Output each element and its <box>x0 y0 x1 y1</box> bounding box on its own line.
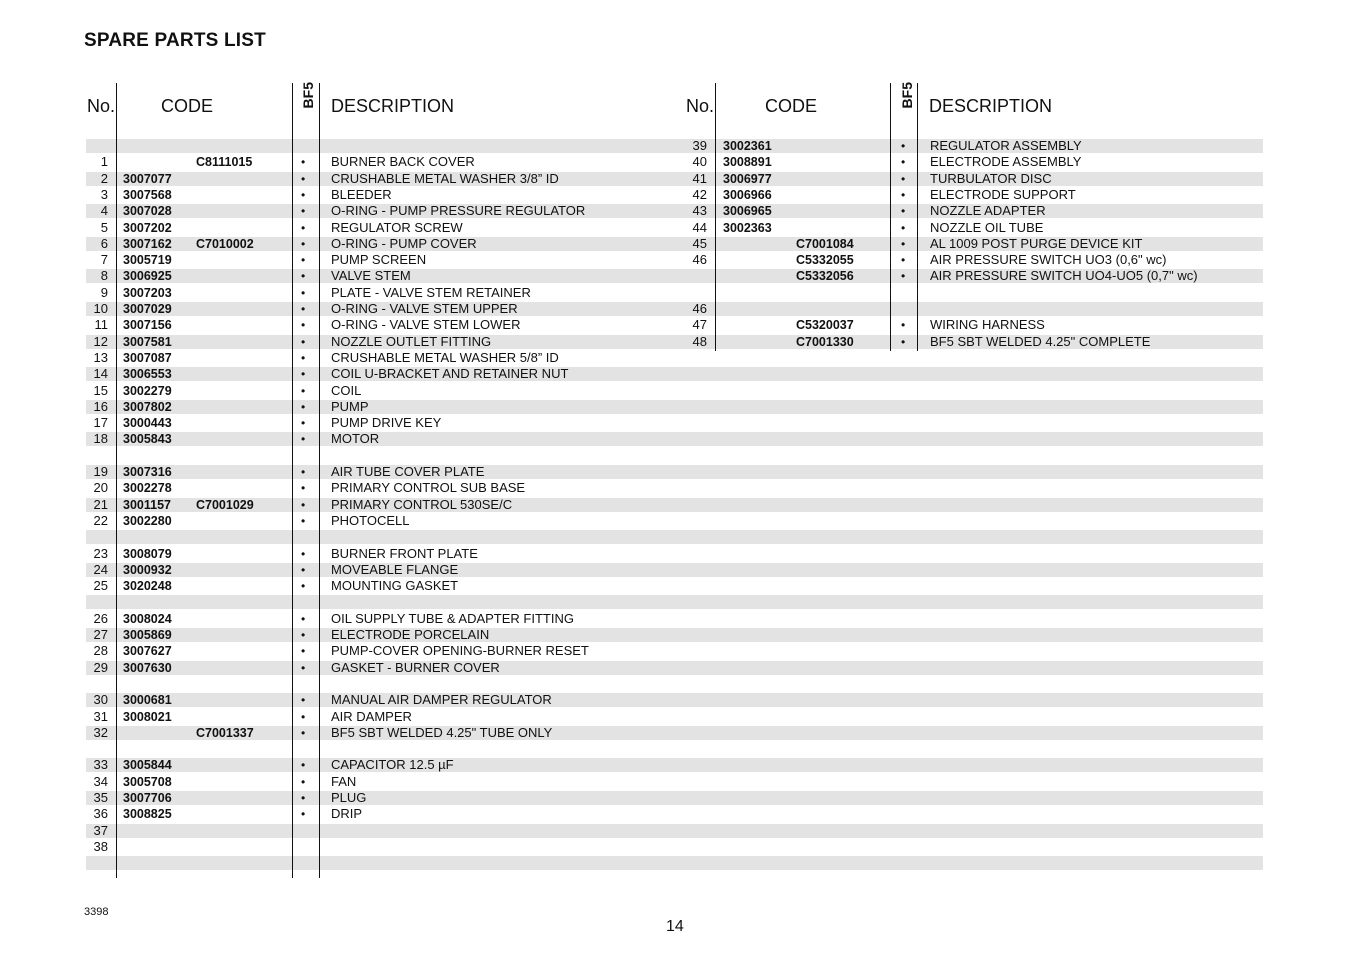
item-number: 5 <box>100 219 108 235</box>
description-header-right: DESCRIPTION <box>929 96 1053 116</box>
bf5-indicator: • <box>301 513 306 528</box>
item-number: 27 <box>93 627 108 642</box>
item-number: 33 <box>93 757 108 773</box>
part-code: 3006966 <box>723 187 772 202</box>
item-number: 2 <box>100 170 108 186</box>
part-code: 3002279 <box>123 383 172 398</box>
table-row <box>0 285 1351 301</box>
item-number: 7 <box>100 252 108 268</box>
part-code: 3007162 <box>123 236 172 251</box>
item-number: 12 <box>93 333 108 349</box>
part-description: BF5 SBT WELDED 4.25" COMPLETE <box>930 333 1151 349</box>
bf5-indicator: • <box>301 269 306 284</box>
item-number: 36 <box>93 806 108 822</box>
item-number: 29 <box>93 659 108 675</box>
part-code: 3002280 <box>123 513 172 528</box>
page-title: SPARE PARTS LIST <box>84 30 266 51</box>
bf5-indicator: • <box>301 334 306 349</box>
part-code: 3007077 <box>123 171 172 186</box>
table-row <box>0 480 1351 496</box>
bf5-indicator: • <box>301 628 306 642</box>
bf5-indicator: • <box>901 236 906 251</box>
part-description: CRUSHABLE METAL WASHER 3/8” ID <box>331 170 559 186</box>
part-code: 3005844 <box>123 758 172 773</box>
part-code: 3002278 <box>123 481 172 496</box>
part-description: PUMP-COVER OPENING-BURNER RESET <box>331 643 589 659</box>
item-number: 47 <box>692 317 707 333</box>
item-number: 41 <box>692 170 707 186</box>
bf5-indicator: • <box>901 155 906 170</box>
part-code: 3002361 <box>723 139 772 153</box>
part-code: 3007029 <box>123 302 172 316</box>
table-row <box>0 709 1351 725</box>
table-row <box>0 806 1351 822</box>
part-code: 3006553 <box>123 367 172 382</box>
bf5-indicator: • <box>301 302 306 316</box>
bf5-indicator: • <box>301 807 306 822</box>
item-number: 44 <box>692 219 707 235</box>
part-description: REGULATOR ASSEMBLY <box>930 138 1082 153</box>
part-code: 3006977 <box>723 171 772 186</box>
part-description: PHOTOCELL <box>331 512 410 528</box>
bf5-indicator: • <box>301 383 306 398</box>
part-description: MOVEABLE FLANGE <box>331 561 459 577</box>
bf5-indicator: • <box>301 399 306 414</box>
table-row <box>0 790 1351 806</box>
part-description: MANUAL AIR DAMPER REGULATOR <box>331 692 552 708</box>
code-header-right: CODE <box>765 96 818 116</box>
alt-part-code: C7010002 <box>196 236 254 251</box>
table-row <box>0 171 1351 187</box>
item-number: 45 <box>692 235 707 251</box>
part-description: ELECTRODE SUPPORT <box>930 186 1076 202</box>
part-code: 3008891 <box>723 155 772 170</box>
table-row <box>0 627 1351 643</box>
no-header-left: No. <box>87 96 116 116</box>
part-code: 3007316 <box>123 465 172 479</box>
part-description: O-RING - VALVE STEM LOWER <box>331 317 521 333</box>
bf5-indicator: • <box>301 350 306 365</box>
bf5-indicator: • <box>901 318 906 333</box>
item-number: 22 <box>93 512 108 528</box>
item-number: 32 <box>93 724 108 740</box>
part-description: FAN <box>331 773 357 789</box>
table-row <box>0 692 1351 708</box>
part-description: BF5 SBT WELDED 4.25" TUBE ONLY <box>331 724 553 740</box>
column-divider <box>715 83 716 351</box>
part-description: NOZZLE ADAPTER <box>930 203 1046 219</box>
part-description: AIR PRESSURE SWITCH UO3 (0,6" wc) <box>930 252 1167 268</box>
item-number: 35 <box>93 790 108 805</box>
item-number: 25 <box>93 578 108 594</box>
bf5-indicator: • <box>901 204 906 219</box>
bf5-indicator: • <box>301 562 306 577</box>
table-row <box>0 839 1351 855</box>
part-code: 3002363 <box>723 220 772 235</box>
part-description: PRIMARY CONTROL 530SE/C <box>331 496 513 512</box>
item-number: 40 <box>692 154 707 170</box>
part-code: 3000681 <box>123 693 172 708</box>
item-number: 8 <box>100 268 108 284</box>
item-number: 16 <box>93 398 108 414</box>
part-description: ELECTRODE PORCELAIN <box>331 627 490 642</box>
part-code: 3005708 <box>123 774 172 789</box>
part-description: BLEEDER <box>331 186 392 202</box>
table-row <box>0 611 1351 627</box>
bf5-indicator: • <box>301 709 306 724</box>
part-code: 3007203 <box>123 285 172 300</box>
alt-part-code: C7001337 <box>196 725 254 740</box>
part-code: 3006925 <box>123 269 172 284</box>
item-number: 24 <box>93 561 108 577</box>
code-header-left: CODE <box>161 96 214 116</box>
part-code: 3005869 <box>123 628 172 642</box>
table-row <box>0 252 1351 268</box>
part-description: ELECTRODE ASSEMBLY <box>930 154 1082 170</box>
table-row <box>0 676 1351 692</box>
table-row <box>0 823 1351 839</box>
part-description: REGULATOR SCREW <box>331 219 463 235</box>
part-code: 3007028 <box>123 204 172 219</box>
item-number: 4 <box>100 203 108 219</box>
item-number: 38 <box>93 838 108 854</box>
item-number: 13 <box>93 349 108 365</box>
bf5-indicator: • <box>301 725 306 740</box>
bf5-indicator: • <box>301 285 306 300</box>
table-row <box>0 220 1351 236</box>
part-description: TURBULATOR DISC <box>930 170 1052 186</box>
item-number: 42 <box>692 186 707 202</box>
column-divider <box>917 83 918 351</box>
bf5-indicator: • <box>901 187 906 202</box>
part-code: 3001157 <box>123 497 171 512</box>
item-number: 18 <box>93 431 108 447</box>
table-row <box>0 268 1351 284</box>
part-code: 3007706 <box>123 791 172 805</box>
part-description: CAPACITOR 12.5 µF <box>331 757 454 773</box>
bf5-header-right: BF5 <box>899 82 915 109</box>
part-code: 3007627 <box>123 644 172 659</box>
part-description: O-RING - PUMP COVER <box>331 235 477 251</box>
alt-part-code: C7001330 <box>796 334 854 349</box>
bf5-indicator: • <box>301 465 306 479</box>
table-row <box>0 236 1351 252</box>
item-number: 10 <box>93 301 108 316</box>
part-code: 3007568 <box>123 187 172 202</box>
table-row <box>0 464 1351 480</box>
bf5-indicator: • <box>301 497 306 512</box>
table-row <box>0 187 1351 203</box>
column-divider <box>116 83 117 878</box>
table-row <box>0 594 1351 610</box>
part-description: BURNER FRONT PLATE <box>331 545 478 561</box>
table-row <box>0 431 1351 447</box>
table-row <box>0 203 1351 219</box>
item-number: 20 <box>93 480 108 496</box>
table-row <box>0 334 1351 350</box>
bf5-indicator: • <box>901 334 906 349</box>
part-code: 3007087 <box>123 350 172 365</box>
part-code: 3000932 <box>123 562 172 577</box>
table-row <box>0 513 1351 529</box>
part-code: 3007202 <box>123 220 172 235</box>
part-code: 3008079 <box>123 546 172 561</box>
bf5-indicator: • <box>301 204 306 219</box>
table-row <box>0 399 1351 415</box>
part-description: OIL SUPPLY TUBE & ADAPTER FITTING <box>331 610 574 626</box>
item-number: 43 <box>692 203 707 219</box>
bf5-indicator: • <box>301 171 306 186</box>
no-header-right: No. <box>686 96 715 116</box>
part-description: MOTOR <box>331 431 380 447</box>
table-row <box>0 741 1351 757</box>
item-number: 1 <box>100 154 108 170</box>
bf5-indicator: • <box>301 236 306 251</box>
table-row <box>0 757 1351 773</box>
item-number: 30 <box>93 692 108 708</box>
table-row <box>0 448 1351 464</box>
bf5-indicator: • <box>301 693 306 708</box>
item-number: 14 <box>93 366 108 382</box>
part-code: 3007156 <box>123 318 172 333</box>
part-description: VALVE STEM <box>331 268 411 284</box>
table-row <box>0 578 1351 594</box>
item-number: 23 <box>93 545 108 561</box>
item-number: 9 <box>100 284 108 300</box>
part-code: 3007630 <box>123 660 172 675</box>
bf5-indicator: • <box>301 367 306 382</box>
part-description: GASKET - BURNER COVER <box>331 659 500 675</box>
bf5-indicator: • <box>301 187 306 202</box>
part-code: 3007581 <box>123 334 172 349</box>
part-description: DRIP <box>331 806 363 822</box>
bf5-indicator: • <box>301 253 306 268</box>
bf5-indicator: • <box>901 171 906 186</box>
column-divider <box>319 83 320 878</box>
alt-part-code: C8111015 <box>196 155 253 170</box>
alt-part-code: C5332055 <box>796 253 854 268</box>
item-number: 48 <box>692 333 707 349</box>
bf5-indicator: • <box>301 432 306 447</box>
alt-part-code: C5320037 <box>796 318 854 333</box>
bf5-indicator: • <box>901 220 906 235</box>
part-description: PLATE - VALVE STEM RETAINER <box>331 284 531 300</box>
part-description: PRIMARY CONTROL SUB BASE <box>331 480 526 496</box>
part-code: 3005719 <box>123 253 172 268</box>
part-description: AIR TUBE COVER PLATE <box>331 464 485 479</box>
bf5-indicator: • <box>301 758 306 773</box>
table-row <box>0 660 1351 676</box>
part-code: 3007802 <box>123 399 172 414</box>
alt-part-code: C7001029 <box>196 497 254 512</box>
part-description: PLUG <box>331 790 367 805</box>
part-code: 3008024 <box>123 611 172 626</box>
table-row <box>0 643 1351 659</box>
table-row <box>0 725 1351 741</box>
item-number: 6 <box>100 235 108 251</box>
part-description: PUMP SCREEN <box>331 252 427 268</box>
table-row <box>0 350 1351 366</box>
part-description: O-RING - VALVE STEM UPPER <box>331 301 518 316</box>
item-number: 28 <box>93 643 108 659</box>
part-description: WIRING HARNESS <box>930 317 1045 333</box>
item-number: 21 <box>93 496 108 512</box>
item-number: 11 <box>94 317 108 333</box>
item-number: 37 <box>93 822 108 838</box>
part-description: AIR DAMPER <box>331 708 412 724</box>
item-number: 34 <box>93 773 108 789</box>
bf5-indicator: • <box>301 546 306 561</box>
part-code: 3000443 <box>123 416 172 431</box>
item-number: 26 <box>93 610 108 626</box>
table-row <box>0 546 1351 562</box>
part-description: NOZZLE OUTLET FITTING <box>331 333 492 349</box>
table-row <box>0 154 1351 170</box>
page-number: 14 <box>666 918 684 935</box>
column-divider <box>292 83 293 878</box>
part-description: PUMP <box>331 398 369 414</box>
bf5-indicator: • <box>301 155 306 170</box>
item-number: 46 <box>692 301 707 316</box>
table-row <box>0 301 1351 317</box>
bf5-indicator: • <box>301 791 306 805</box>
item-number: 46 <box>692 252 707 268</box>
item-number: 19 <box>93 464 108 479</box>
part-description: COIL U-BRACKET AND RETAINER NUT <box>331 366 569 382</box>
bf5-indicator: • <box>301 318 306 333</box>
bf5-indicator: • <box>901 253 906 268</box>
bf5-header-left: BF5 <box>300 82 316 109</box>
part-description: AIR PRESSURE SWITCH UO4-UO5 (0,7" wc) <box>930 268 1198 284</box>
part-description: O-RING - PUMP PRESSURE REGULATOR <box>331 203 586 219</box>
part-code: 3005843 <box>123 432 172 447</box>
bf5-indicator: • <box>301 416 306 431</box>
table-row <box>0 855 1351 871</box>
bf5-indicator: • <box>301 220 306 235</box>
table-row <box>0 366 1351 382</box>
item-number: 3 <box>100 186 108 202</box>
bf5-indicator: • <box>301 774 306 789</box>
part-description: AL 1009 POST PURGE DEVICE KIT <box>930 235 1143 251</box>
column-divider <box>890 83 891 351</box>
table-row <box>0 383 1351 399</box>
part-code: 3020248 <box>123 579 172 594</box>
item-number: 39 <box>692 138 707 153</box>
table-row <box>0 317 1351 333</box>
table-row <box>0 138 1351 154</box>
bf5-indicator: • <box>301 611 306 626</box>
document-code: 3398 <box>84 906 109 918</box>
table-row <box>0 774 1351 790</box>
bf5-indicator: • <box>301 579 306 594</box>
bf5-indicator: • <box>301 481 306 496</box>
part-description: COIL <box>331 382 362 398</box>
table-row <box>0 562 1351 578</box>
bf5-indicator: • <box>301 660 306 675</box>
table-row <box>0 415 1351 431</box>
bf5-indicator: • <box>901 269 906 284</box>
part-code: 3008825 <box>123 807 172 822</box>
part-description: CRUSHABLE METAL WASHER 5/8” ID <box>331 349 559 365</box>
table-row <box>0 497 1351 513</box>
item-number: 15 <box>93 382 108 398</box>
bf5-indicator: • <box>901 139 906 153</box>
part-description: BURNER BACK COVER <box>331 154 475 170</box>
table-row <box>0 529 1351 545</box>
part-code: 3006965 <box>723 204 772 219</box>
item-number: 17 <box>93 415 108 431</box>
item-number: 31 <box>93 708 108 724</box>
bf5-indicator: • <box>301 644 306 659</box>
alt-part-code: C5332056 <box>796 269 854 284</box>
part-description: PUMP DRIVE KEY <box>331 415 442 431</box>
part-description: NOZZLE OIL TUBE <box>930 219 1044 235</box>
part-description: MOUNTING GASKET <box>331 578 459 594</box>
alt-part-code: C7001084 <box>796 236 854 251</box>
part-code: 3008021 <box>123 709 172 724</box>
description-header-left: DESCRIPTION <box>331 96 455 116</box>
